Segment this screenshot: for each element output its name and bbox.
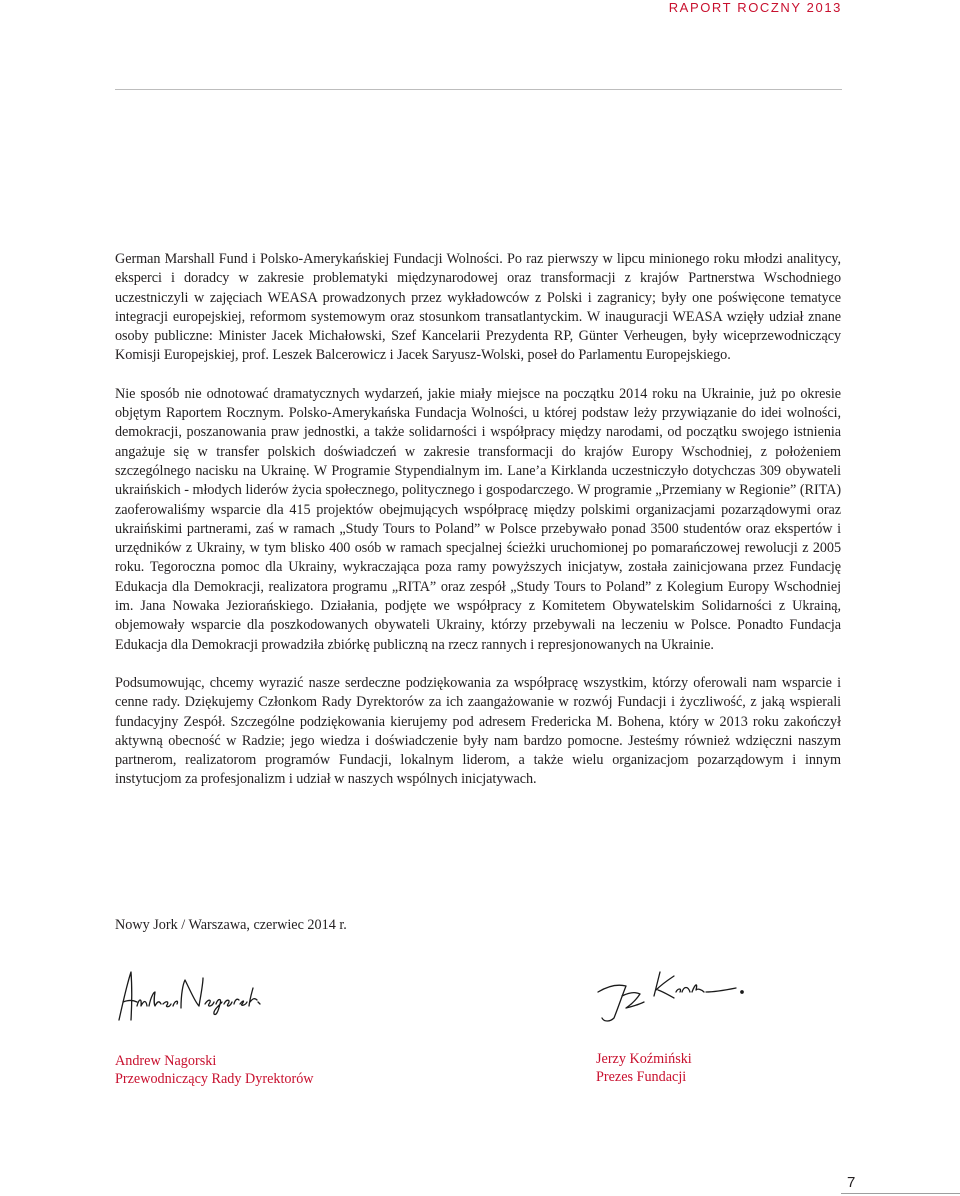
letter-body <box>115 250 841 809</box>
place-and-date: Nowy Jork / Warszawa, czerwiec 2014 r. <box>115 917 347 933</box>
signatory-role: Przewodniczący Rady Dyrektorów <box>115 1071 314 1087</box>
signature-jerzy-kozminski <box>596 962 746 1026</box>
signature-andrew-nagorski <box>115 962 265 1026</box>
signatory-name: Jerzy Koźmiński <box>596 1051 692 1067</box>
signatory-name: Andrew Nagorski <box>115 1053 217 1069</box>
signatory-role: Prezes Fundacji <box>596 1069 687 1085</box>
signature-block-chairman <box>115 962 375 1088</box>
paragraph-2: Nie sposób nie odnotować dramatycznych wydarzeń, jakie miały miejsce na początku 2014 roku na Ukrainie, już po okresie objętym Raportem Rocznym. Polsko-Amerykańska Fundacja Wolności, u której podstaw leży przywiązanie do idei wolności, demokracji, poszanowania praw jednostki, a także solidarności i współpracy między narodami, od początku swojego istnienia angażuje się w transfer polskich doświadczeń w zakresie transformacji do krajów Europy Wschodniej, z położeniem szczególnego nacisku na Ukrainę. W Programie Stypendialnym im. Lane’a Kirklanda uczestniczyło dotychczas 309 obywateli ukraińskich - młodych liderów życia społecznego, politycznego i gospodarczego. W programie „Przemiany w Regionie” (RITA) zaoferowaliśmy wsparcie dla 415 projektów obejmujących współpracę między polskimi organizacjami pozarządowymi oraz ukraińskimi partnerami, zaś w ramach „Study Tours to Poland” w Polsce przebywało ponad 3500 studentów oraz ekspertów i urzędników z Ukrainy, w tym blisko 400 osób w ramach specjalnej ścieżki uruchomionej po pomarańczowej rewolucji z 2005 roku. Tegoroczna pomoc dla Ukrainy, wykraczająca poza ramy powyższych inicjatyw, została zainicjowana przez Fundację Edukacja dla Demokracji, realizatora programu „RITA” oraz zespół „Study Tours to Poland” z Kolegium Europy Wschodniej im. Jana Nowaka Jeziorańskiego. Działania, podjęte we współpracy z Komitetem Obywatelskim Solidarności z Ukrainą, objemowały wsparcie dla poszkodowanych obywateli Ukrainy, którzy przebywali na leczeniu w Polsce. Ponadto Fundacja Edukacja dla Demokracji prowadziła zbiórkę publiczną na rzecz rannych i represjonowanych na Ukrainie. <box>115 385 841 653</box>
footer-divider <box>841 1193 960 1194</box>
header-divider <box>115 89 842 90</box>
page-number: 7 <box>847 1174 856 1191</box>
signature-block-president <box>596 962 816 1086</box>
paragraph-1: German Marshall Fund i Polsko-Amerykańskiej Fundacji Wolności. Po raz pierwszy w lipcu minionego roku młodzi analitycy, eksperci i doradcy w zakresie problematyki międzynarodowej oraz transformacji z krajów Partnerstwa Wschodniego uczestniczyli w zajęciach WEASA prowadzonych przez wykładowców z Polski i zagranicy; były one poświęcone tematyce integracji europejskiej, reformom systemowym oraz stosunkom transatlantyckim. W inauguracji WEASA wzięły udział znane osoby publiczne: Minister Jacek Michałowski, Szef Kancelarii Prezydenta RP, Günter Verheugen, były wiceprzewodniczący Komisji Europejskiej, prof. Leszek Balcerowicz i Jacek Saryusz-Wolski, poseł do Parlamentu Europejskiego. <box>115 251 841 364</box>
paragraph-3: Podsumowując, chcemy wyrazić nasze serdeczne podziękowania za współpracę wszystkim, którzy oferowali nam wsparcie i cenne rady. Dziękujemy Członkom Rady Dyrektorów za ich zaangażowanie w rozwój Fundacji i życzliwość, z jaką wspierali fundacyjny Zespół. Szczególne podziękowania kierujemy pod adresem Fredericka M. Bohena, który w 2013 roku zakończył aktywną obecność w Radzie; jego wiedza i doświadczenie były nam bardzo pomocne. Jesteśmy również wdzięczni naszym partnerom, realizatorom programów Fundacji, lokalnym liderom, a także wielu organizacjom pozarządowym i innym instytucjom za profesjonalizm i udział w naszych wspólnych inicjatywach. <box>115 674 841 788</box>
running-title: RAPORT ROCZNY 2013 <box>668 0 842 15</box>
